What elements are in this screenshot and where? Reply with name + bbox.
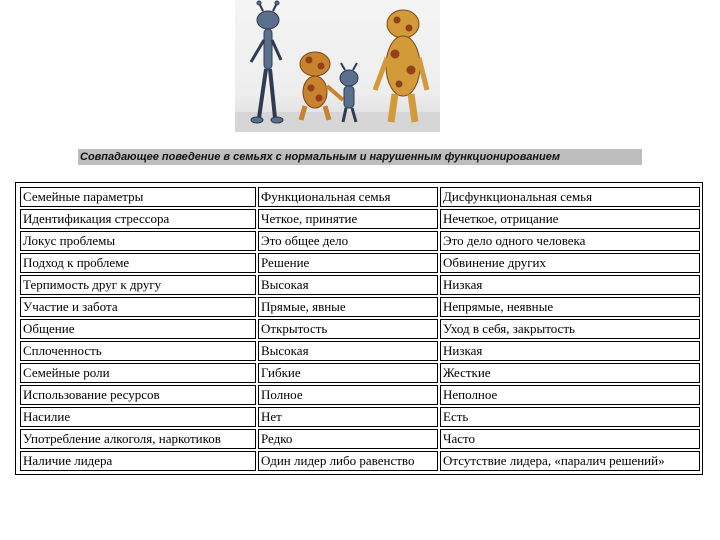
table-row — [20, 363, 700, 383]
table-cell: Уход в себя, закрытость — [440, 319, 700, 339]
table-cell: Идентификация стрессора — [20, 209, 256, 229]
table-cell: Открытость — [258, 319, 438, 339]
table-cell: Локус проблемы — [20, 231, 256, 251]
table-cell: Четкое, принятие — [258, 209, 438, 229]
table-header-cell: Функциональная семья — [258, 187, 438, 207]
table-cell: Нет — [258, 407, 438, 427]
table-cell: Жесткие — [440, 363, 700, 383]
table-cell: Высокая — [258, 341, 438, 361]
figure-child-orange — [300, 52, 343, 120]
table-caption: Совпадающее поведение в семьях с нормальным и нарушенным функционированием — [78, 149, 642, 165]
table-cell: Это дело одного человека — [440, 231, 700, 251]
table-cell: Отсутствие лидера, «паралич решений» — [440, 451, 700, 471]
table-cell: Редко — [258, 429, 438, 449]
table-cell: Есть — [440, 407, 700, 427]
figure-father — [251, 1, 283, 123]
table-header-row — [20, 187, 700, 207]
table-cell: Непрямые, неявные — [440, 297, 700, 317]
family-figures-photo — [235, 0, 440, 132]
table-row — [20, 429, 700, 449]
table-cell: Один лидер либо равенство — [258, 451, 438, 471]
table-cell: Сплоченность — [20, 341, 256, 361]
table-cell: Обвинение других — [440, 253, 700, 273]
figure-mother — [375, 10, 427, 122]
family-comparison-table — [15, 182, 703, 475]
table-row — [20, 209, 700, 229]
table-cell: Прямые, явные — [258, 297, 438, 317]
table-header-cell: Дисфункциональная семья — [440, 187, 700, 207]
table-cell: Участие и забота — [20, 297, 256, 317]
table-row — [20, 451, 700, 471]
table-cell: Употребление алкоголя, наркотиков — [20, 429, 256, 449]
table-cell: Общение — [20, 319, 256, 339]
table-row — [20, 231, 700, 251]
table-cell: Это общее дело — [258, 231, 438, 251]
table-row — [20, 253, 700, 273]
table-cell: Насилие — [20, 407, 256, 427]
table-cell: Высокая — [258, 275, 438, 295]
table-cell: Низкая — [440, 275, 700, 295]
table-cell: Решение — [258, 253, 438, 273]
table-row — [20, 319, 700, 339]
table-cell: Полное — [258, 385, 438, 405]
table-row — [20, 341, 700, 361]
table-cell: Использование ресурсов — [20, 385, 256, 405]
table-row — [20, 275, 700, 295]
table-row — [20, 407, 700, 427]
table-cell: Наличие лидера — [20, 451, 256, 471]
table-cell: Семейные роли — [20, 363, 256, 383]
table-row — [20, 385, 700, 405]
table-cell: Неполное — [440, 385, 700, 405]
table-cell: Гибкие — [258, 363, 438, 383]
table-cell: Подход к проблеме — [20, 253, 256, 273]
table-cell: Часто — [440, 429, 700, 449]
table-cell: Терпимость друг к другу — [20, 275, 256, 295]
table-cell: Низкая — [440, 341, 700, 361]
table-row — [20, 297, 700, 317]
table-header-cell: Семейные параметры — [20, 187, 256, 207]
table-cell: Нечеткое, отрицание — [440, 209, 700, 229]
